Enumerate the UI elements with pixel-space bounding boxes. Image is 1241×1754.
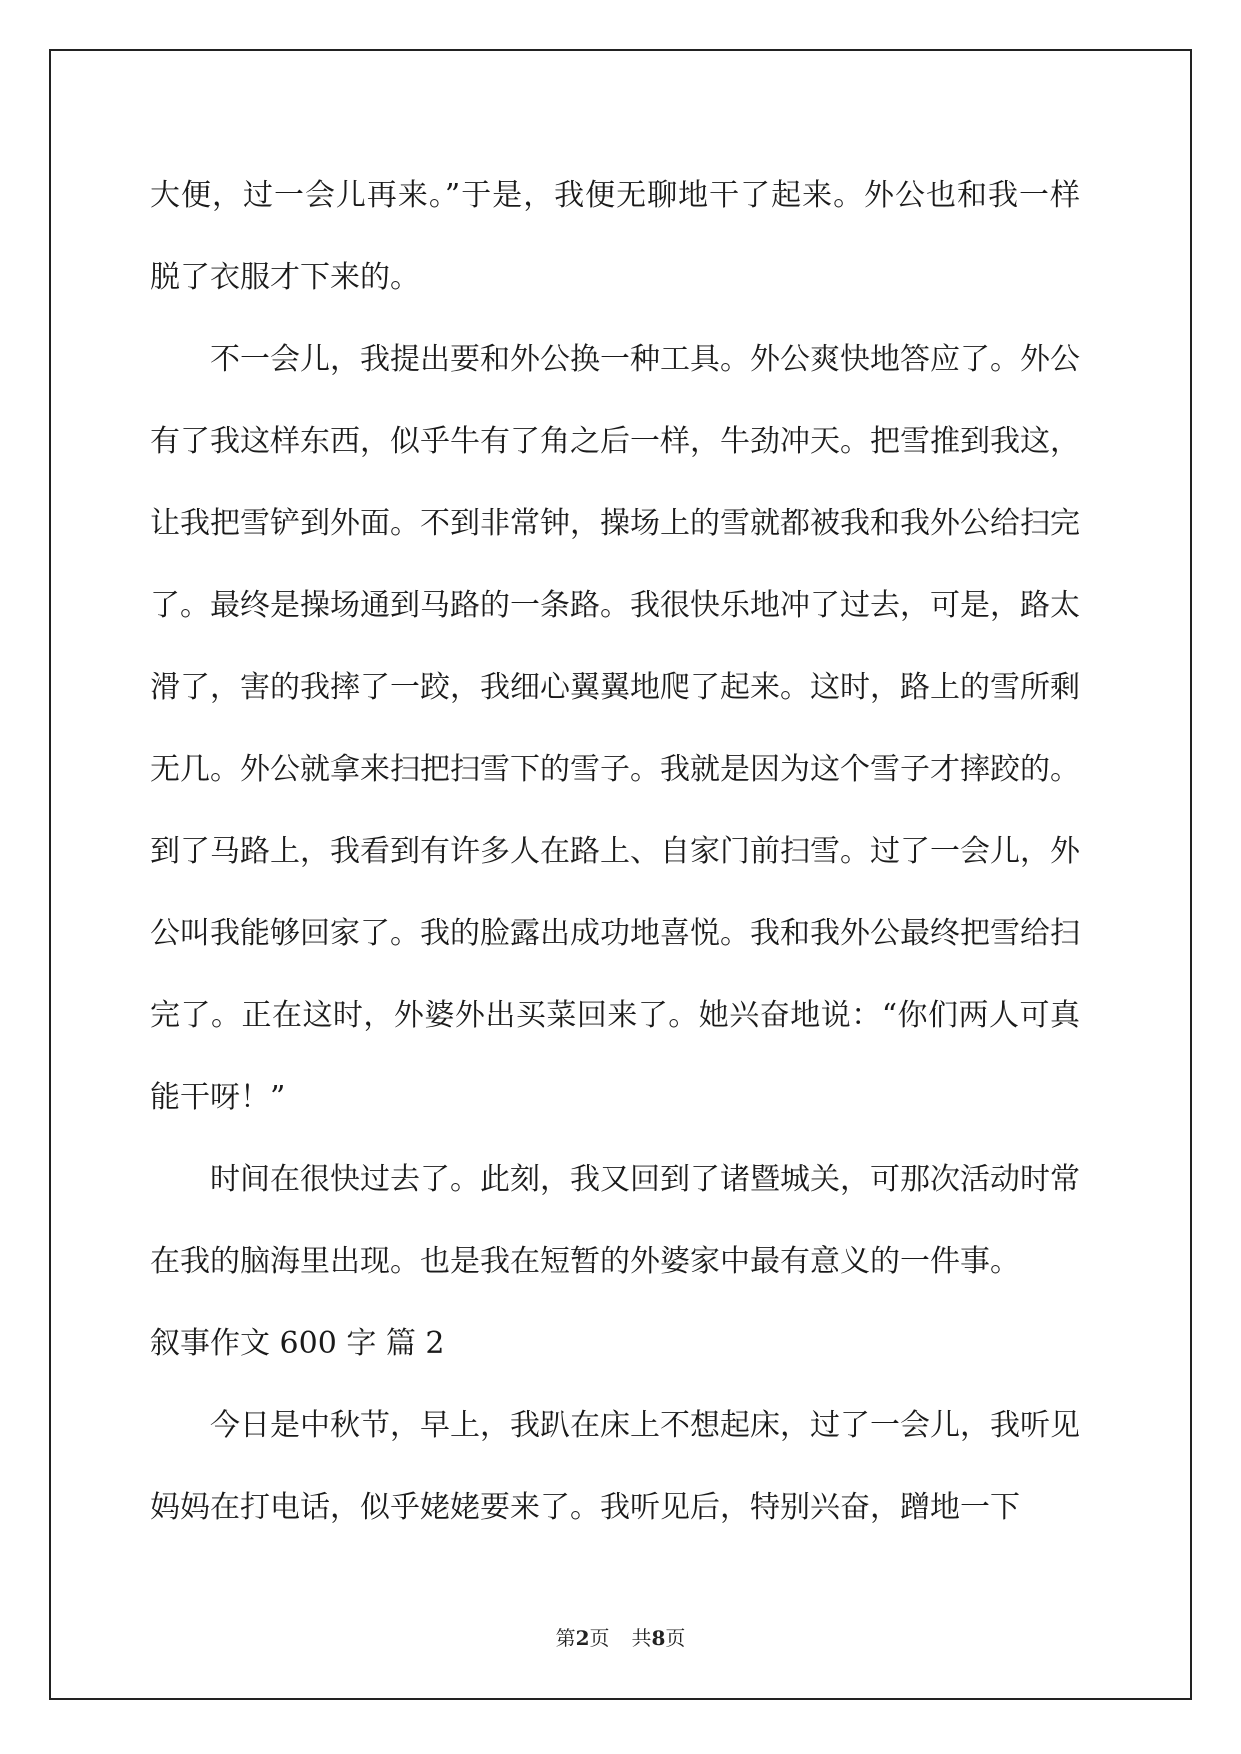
essay-heading: 叙事作文 600 字 篇 2 xyxy=(150,1326,445,1361)
footer-page-word: 页 xyxy=(589,1626,610,1650)
footer-total-suffix: 页 xyxy=(665,1626,686,1650)
paragraph-reflection: 时间在很快过去了。此刻，我又回到了诸暨城关，可那次活动时常在我的脑海里出现。也是我在短暂的外婆家中最有意义的一件事。 xyxy=(150,1162,1080,1279)
paragraph-continuation: 大便，过一会儿再来。”于是，我便无聊地干了起来。外公也和我一样脱了衣服才下来的。 xyxy=(150,178,1080,295)
paragraph-mid-autumn: 今日是中秋节，早上，我趴在床上不想起床，过了一会儿，我听见妈妈在打电话，似乎姥姥要来了。我听见后，特别兴奋，蹭地一下 xyxy=(150,1408,1080,1525)
page-footer xyxy=(0,1622,1241,1651)
paragraph-shoveling-snow: 不一会儿，我提出要和外公换一种工具。外公爽快地答应了。外公有了我这样东西，似乎牛有了角之后一样，牛劲冲天。把雪推到我这，让我把雪铲到外面。不到非常钟，操场上的雪就都被我和我外公给扫完了。最终是操场通到马路的一条路。我很快乐地冲了过去，可是，路太滑了，害的我摔了一跤，我细心翼翼地爬了起来。这时，路上的雪所剩无几。外公就拿来扫把扫雪下的雪子。我就是因为这个雪子才摔跤的。到了马路上，我看到有许多人在路上、自家门前扫雪。过了一会儿，外公叫我能够回家了。我的脸露出成功地喜悦。我和我外公最终把雪给扫完了。正在这时，外婆外出买菜回来了。她兴奋地说：“你们两人可真能干呀！” xyxy=(150,342,1080,1115)
footer-total-pages: 8 xyxy=(651,1626,666,1650)
footer-total-prefix: 共 xyxy=(631,1626,652,1650)
footer-prefix: 第 xyxy=(555,1626,576,1650)
document-body xyxy=(150,155,1080,1549)
footer-current-page: 2 xyxy=(575,1626,590,1650)
